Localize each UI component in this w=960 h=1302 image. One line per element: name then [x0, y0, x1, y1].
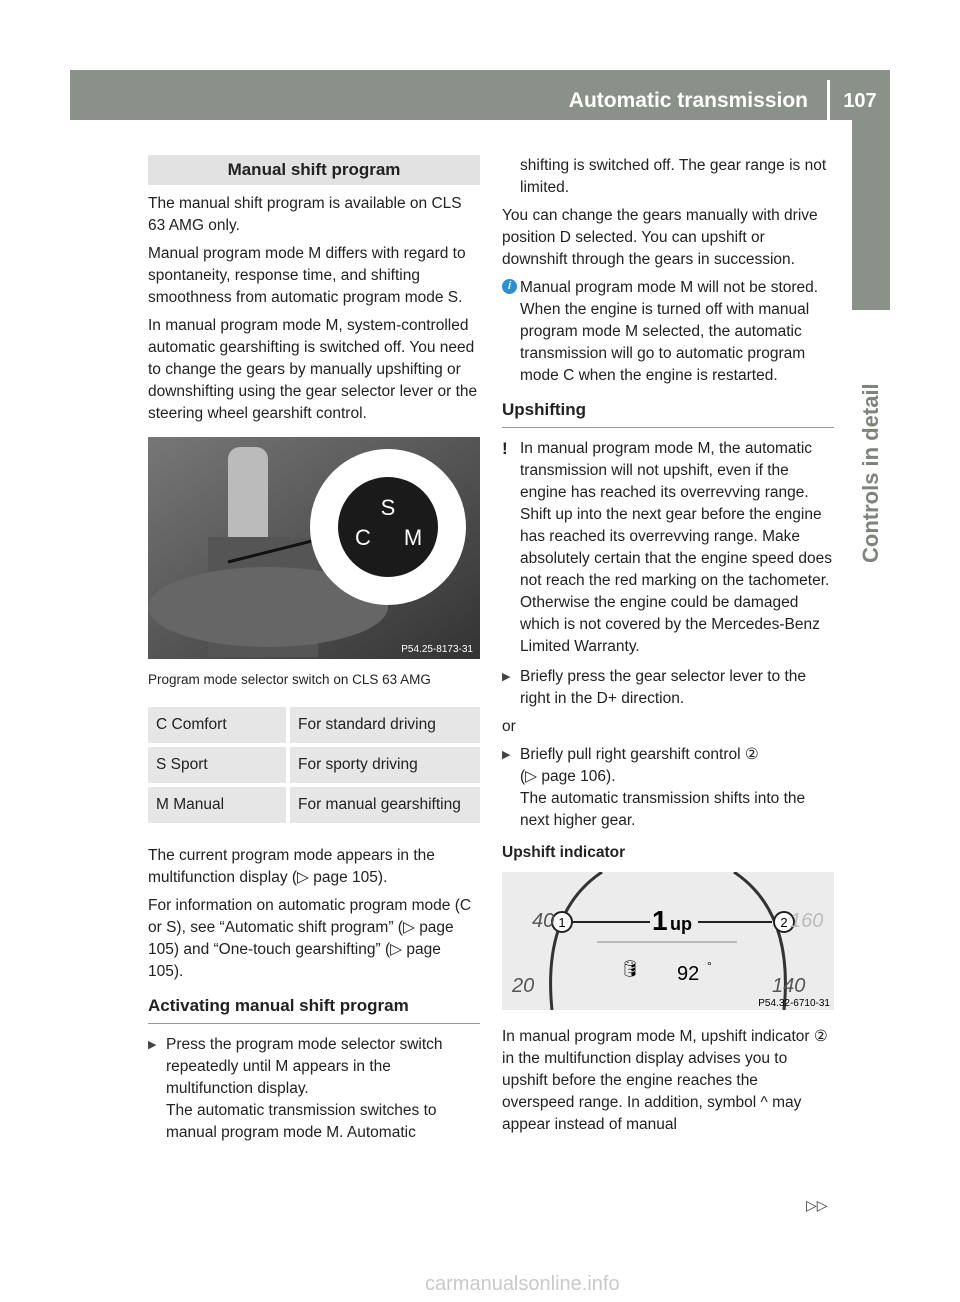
header-title: Automatic transmission — [568, 89, 808, 112]
table-row: C Comfort For standard driving — [148, 707, 480, 743]
paragraph: shifting is switched off. The gear range is not limited. — [520, 157, 827, 196]
paragraph: In manual program mode M, upshift indicator ② in the multifunction display advises you to upshift before the engine reaches the overspeed range. In addition, symbol ^ may appear instead of manual — [502, 1028, 828, 1133]
speed-20: 20 — [512, 975, 535, 997]
sidebar-tab — [852, 120, 890, 310]
mode-m-label: M — [403, 525, 423, 550]
table-row: M Manual For manual gearshifting — [148, 787, 480, 823]
instruction-step: ▶ Briefly pull right gearshift control ② (▷ page 106). The automatic transmission shifts into the next higher gear. — [502, 744, 834, 832]
paragraph: You can change the gears manually with drive position D selected. You can upshift or downshift through the gears in succession. — [502, 207, 818, 268]
mode-c-label: C — [355, 525, 371, 550]
table-row: S Sport For sporty driving — [148, 747, 480, 783]
speed-140: 140 — [772, 975, 806, 997]
callout-2: 2 — [780, 915, 788, 930]
gear-number: 1 — [652, 905, 668, 936]
callout-1: 1 — [558, 915, 566, 930]
right-column — [502, 155, 834, 1142]
figure-tag: P54.32-6710-31 — [758, 998, 830, 1009]
paragraph: The current program mode appears in the multifunction display (▷ page 105). — [148, 847, 435, 886]
figure-caption: Program mode selector switch on CLS 63 AMG — [148, 672, 431, 687]
speed-160: 160 — [790, 910, 824, 932]
paragraph: The manual shift program is available on CLS 63 AMG only. — [148, 195, 462, 234]
or-text: or — [502, 718, 516, 735]
sidebar-label: Controls in detail — [858, 383, 883, 563]
figure-tag: P54.25-8173-31 — [401, 644, 473, 655]
instruction-step: ▶ Press the program mode selector switch repeatedly until M appears in the multifunction display. The automatic transmission switches to manual program mode M. Automatic — [148, 1034, 480, 1144]
continued-arrows: ▷▷ — [806, 1197, 828, 1213]
degree-symbol: ° — [707, 959, 712, 973]
selector-switch-photo — [148, 437, 480, 659]
oil-temperature-icon: 🛢 — [620, 959, 641, 978]
info-note: i Manual program mode M will not be stored. When the engine is turned off with manual program mode M selected, the automatic transmission will go to automatic program mode C when the engine is restarted. — [502, 277, 834, 387]
upshift-text: up — [670, 914, 692, 934]
left-column — [148, 155, 480, 1144]
watermark: carmanualsonline.info — [425, 1273, 620, 1295]
subheading: Activating manual shift program — [148, 995, 480, 1024]
warning-icon: ! — [502, 439, 508, 458]
speed-40: 40 — [532, 910, 555, 932]
paragraph: Manual program mode M differs with regard to spontaneity, response time, and shifting smoothness from automatic program mode S. — [148, 245, 466, 306]
mode-table — [148, 703, 480, 827]
paragraph: In manual program mode M, system-controlled automatic gearshifting is switched off. You need to change the gears by manually upshifting or downshifting using the gear selector lever or the steering wheel gearshift control. — [148, 317, 478, 422]
subheading: Upshift indicator — [502, 844, 626, 861]
info-icon: i — [502, 279, 517, 294]
oil-temperature-value: 92 — [677, 963, 700, 985]
upshift-indicator-figure — [502, 872, 834, 1010]
instruction-step: ▶ Briefly press the gear selector lever to the right in the D+ direction. — [502, 666, 834, 710]
page-number: 107 — [843, 90, 877, 112]
page-header — [70, 70, 890, 120]
mode-s-label: S — [380, 495, 396, 520]
paragraph: For information on automatic program mode (C or S), see “Automatic shift program” (▷ page 105) and “One-touch gearshifting” (▷ page 105). — [148, 897, 472, 980]
selector-switch-illustration — [148, 437, 480, 659]
section-heading: Upshifting — [502, 399, 834, 428]
instrument-cluster-illustration — [502, 872, 834, 1010]
warning-note: ! In manual program mode M, the automatic transmission will not upshift, even if the engine has reached its overrevving range. Shift up into the next gear before the engine has reached its overrevving range. Make absolutely certain that the engine speed does not reach the red marking on the tachometer. Otherwise the engine could be damaged which is not covered by the Mercedes-Benz Limited Warranty. — [502, 439, 832, 655]
section-title: Manual shift program — [148, 155, 480, 185]
